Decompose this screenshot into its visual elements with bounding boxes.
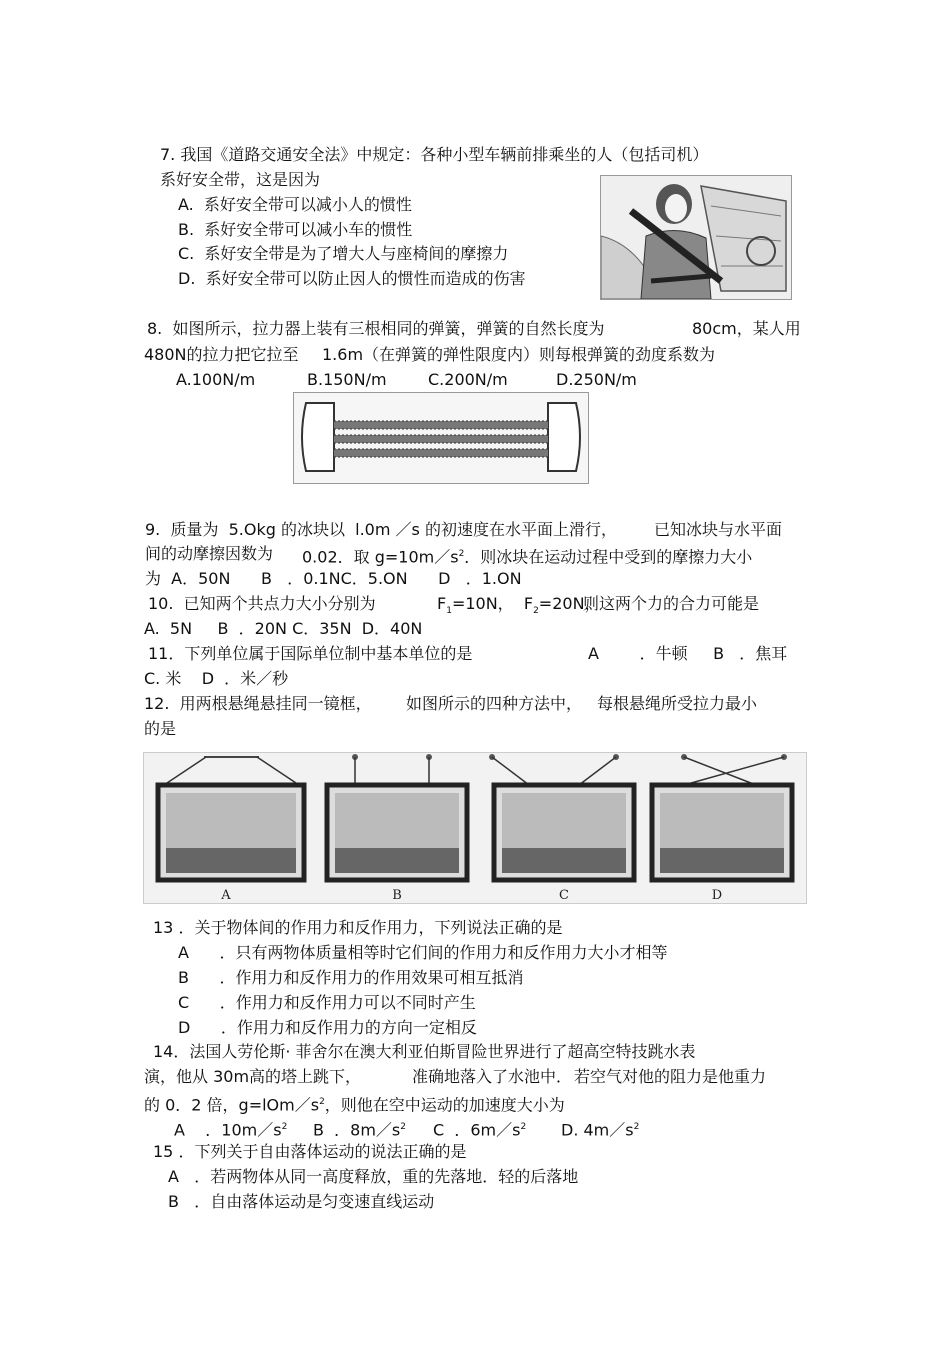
q10-f1-value: =10N，	[451, 594, 514, 613]
q10-stem-line1a: 10. 已知两个共点力大小分别为	[148, 594, 376, 613]
q12-stem-line1c: 每根悬绳所受拉力最小	[597, 694, 758, 713]
q14-stem-line3	[144, 1092, 565, 1115]
q11-options-ab: A ．牛顿 B ．焦耳	[588, 644, 788, 663]
q14-option-c-exp: 2	[520, 1122, 527, 1132]
q8-option-d: D.250N/m	[556, 370, 637, 389]
spring-expander-figure	[293, 392, 589, 484]
q8-option-c: C.200N/m	[428, 370, 508, 389]
hanging-frames-figure	[143, 752, 807, 904]
q9-stem-line2c: ．则冰块在运动过程中受到的摩擦力大小	[464, 547, 753, 567]
q8-stem-line1a: 8. 如图所示，拉力器上装有三根相同的弹簧，弹簧的自然长度为	[147, 319, 605, 338]
q14-option-d-text: D. 4m／s	[561, 1120, 634, 1140]
q7-stem-line1: 7. 我国《道路交通安全法》中规定：各种小型车辆前排乘坐的人（包括司机）	[160, 145, 709, 164]
q13-stem: 13 ．关于物体间的作用力和反作用力，下列说法正确的是	[153, 918, 563, 937]
frame-option-b	[327, 754, 467, 880]
frame-label-c: C	[559, 888, 569, 903]
q14-option-d-exp: 2	[633, 1122, 640, 1132]
q14-g-exponent: 2	[319, 1097, 325, 1107]
q8-option-a: A.100N/m	[176, 370, 256, 389]
q14-option-d	[561, 1117, 639, 1140]
q14-option-a-exp: 2	[281, 1122, 288, 1132]
q7-option-b: B. 系好安全带可以减小车的惯性	[178, 220, 413, 239]
q7-option-d: D. 系好安全带可以防止因人的惯性而造成的伤害	[178, 269, 526, 288]
q9-options: 为 A．50N B ．0.1NC．5.ON D ．1.ON	[145, 569, 522, 588]
q10-stem-line1b: 则这两个力的合力可能是	[583, 594, 760, 613]
frame-option-d	[652, 754, 792, 880]
q13-option-c: C ．作用力和反作用力可以不同时产生	[178, 993, 476, 1012]
q10-options: A. 5N B ．20N C．35N D．40N	[144, 619, 423, 638]
q7-option-a: A. 系好安全带可以减小人的惯性	[178, 195, 412, 214]
q10-f1-subscript: 1	[446, 606, 452, 617]
q14-option-b-exp: 2	[400, 1122, 406, 1132]
q8-stem-line2a: 480N的拉力把它拉至	[144, 345, 299, 364]
q9-stem-line1a: 9. 质量为 5.Okg 的冰块以 l.0m ／s 的初速度在水平面上滑行，	[145, 520, 617, 539]
seatbelt-image	[601, 176, 791, 299]
q14-option-b	[313, 1117, 406, 1140]
q10-forces	[437, 594, 601, 621]
q14-option-a	[174, 1117, 287, 1140]
q14-option-a-text: A ．10m／s	[174, 1120, 282, 1140]
q8-stem-line1b: 80cm，某人用	[692, 319, 801, 338]
q14-stem-line2c: 若空气对他的阻力是他重力	[574, 1067, 767, 1086]
q7-stem-line2: 系好安全带，这是因为	[160, 170, 321, 189]
q12-stem-line1b: 如图所示的四种方法中，	[406, 694, 583, 713]
q14-stem-line2b: 准确地落入了水池中．	[412, 1067, 573, 1086]
q13-option-a: A ．只有两物体质量相等时它们间的作用力和反作用力大小才相等	[178, 943, 668, 962]
q9-stem-line2b	[302, 544, 752, 567]
q10-f2-value: =20N，	[538, 594, 601, 613]
q9-g-value: 0.02．取 g=10m／s	[302, 547, 459, 567]
q14-option-c-text: C ．6m／s	[433, 1120, 521, 1140]
q8-stem-line2b: 1.6m（在弹簧的弹性限度内）则每根弹簧的劲度系数为	[322, 345, 716, 364]
q11-options-cd: C. 米 D ．米／秒	[144, 669, 289, 688]
q15-option-a: A ．若两物体从同一高度释放，重的先落地．轻的后落地	[168, 1167, 579, 1186]
frame-option-c	[489, 754, 634, 880]
frame-option-a	[158, 757, 304, 880]
q8-option-b: B.150N/m	[307, 370, 387, 389]
hanging-frames-image	[144, 753, 806, 903]
q9-stem-line2a: 间的动摩擦因数为	[145, 544, 274, 563]
q9-stem-line1b: 已知冰块与水平面	[654, 520, 783, 539]
q14-stem-line1: 14．法国人劳伦斯· 菲舍尔在澳大利亚伯斯冒险世界进行了超高空特技跳水表	[153, 1042, 696, 1061]
q12-stem-line1a: 12. 用两根悬绳悬挂同一镜框，	[144, 694, 372, 713]
seatbelt-figure	[600, 175, 792, 300]
q11-stem: 11．下列单位属于国际单位制中基本单位的是	[148, 644, 473, 663]
frame-label-d: D	[711, 888, 723, 903]
spring-expander-image	[294, 393, 588, 483]
q13-option-d: D ．作用力和反作用力的方向一定相反	[178, 1018, 477, 1037]
q13-option-b: B ．作用力和反作用力的作用效果可相互抵消	[178, 968, 524, 987]
q7-option-c: C. 系好安全带是为了增大人与座椅间的摩擦力	[178, 244, 509, 263]
q15-stem: 15 ．下列关于自由落体运动的说法正确的是	[153, 1142, 467, 1161]
q10-f2-symbol: F	[523, 594, 534, 613]
q10-f2-subscript: 2	[533, 606, 539, 617]
q14-option-b-text: B ．8m／s	[313, 1120, 401, 1140]
q14-stem-line2a: 演，他从 30m高的塔上跳下，	[144, 1067, 362, 1086]
frame-label-a: A	[221, 888, 231, 903]
q9-g-exponent: 2	[458, 549, 465, 559]
q12-stem-line2: 的是	[144, 719, 177, 738]
q10-f1-symbol: F	[437, 594, 447, 613]
q14-g-value: 的 0．2 倍，g=lOm／s	[144, 1095, 320, 1115]
frame-label-b: B	[392, 888, 402, 903]
q14-option-c	[433, 1117, 526, 1140]
q14-stem-line3b: ，则他在空中运动的加速度大小为	[324, 1095, 565, 1115]
q15-option-b: B ．自由落体运动是匀变速直线运动	[168, 1192, 435, 1211]
